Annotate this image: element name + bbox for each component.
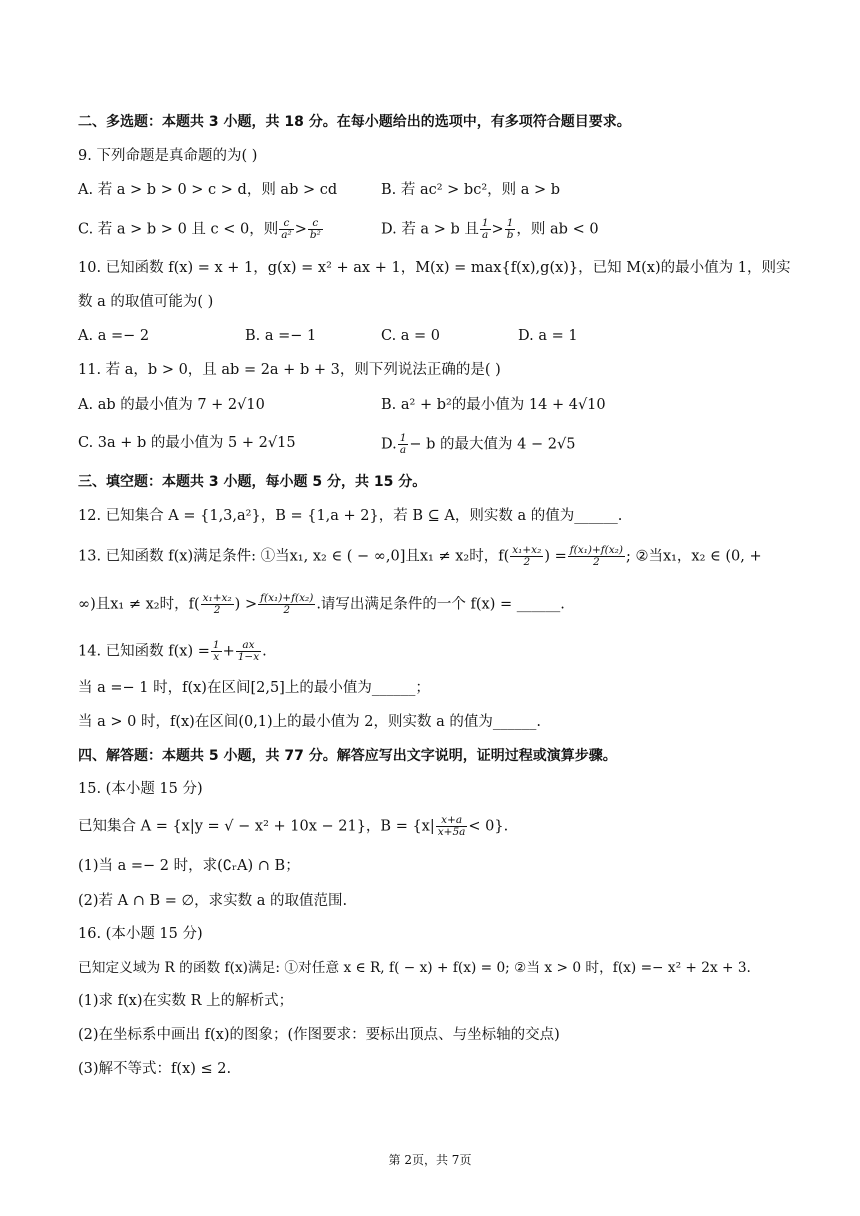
numerator: 1 [399,432,407,444]
question-9-option-d [381,218,599,241]
fraction [258,593,315,616]
question-10-option-a: A. a =− 2 [78,328,150,344]
question-13-line-2-gt: ) > [234,596,258,613]
operator: > [294,221,307,238]
question-15-line-1-text: 已知集合 A = {x|y = √ − x² + 10x − 21}，B = {x| [78,818,435,835]
section-answer-heading: 四、解答题：本题共 5 小题，共 77 分。解答应写出文字说明，证明过程或演算步骤。 [78,748,617,764]
fraction [436,815,468,838]
question-11-stem: 11. 若 a，b > 0，且 ab = 2a + b + 3，则下列说法正确的是( ) [78,362,501,378]
fraction [236,640,261,663]
question-14-line-1 [78,640,267,663]
question-11-option-d-label: D. [381,436,397,453]
fraction [211,640,222,663]
operator: + [222,643,235,660]
question-13-line-1-text: 13. 已知函数 f(x)满足条件: ①当x₁, x₂ ∈ ( − ∞,0]且x₁ ≠ x₂时，f( [78,548,510,565]
fraction [279,218,293,241]
question-13-line-2-tail: .请写出满足条件的一个 f(x) = ______. [316,596,565,613]
question-9-stem: 9. 下列命题是真命题的为( ) [78,148,258,164]
question-11-option-d [381,433,575,456]
fraction [398,433,409,456]
fraction [505,218,516,241]
section-multiple-choice-heading: 二、多选题：本题共 3 小题，共 18 分。在每小题给出的选项中，有多项符合题目要求。 [78,114,631,130]
question-10-option-c: C. a = 0 [381,328,441,344]
numerator: f(x₁)+f(x₂) [569,544,623,556]
question-16-line-1: 已知定义域为 R 的函数 f(x)满足: ①对任意 x ∈ R, f( − x) + f(x) = 0; ②当 x > 0 时，f(x) =− x² + 2x + 3. [78,960,751,976]
question-14-line-2: 当 a =− 1 时，f(x)在区间[2,5]上的最小值为______； [78,680,430,696]
question-10-option-b: B. a =− 1 [245,328,317,344]
numerator: ax [236,640,261,652]
page-footer: 第 2页，共 7页 [388,1153,472,1167]
question-13-line-2-text: ∞)且x₁ ≠ x₂时，f( [78,596,200,613]
question-11-option-c: C. 3a + b 的最小值为 5 + 2√15 [78,435,296,451]
fraction [510,545,543,568]
fraction [480,218,491,241]
numerator: 1 [505,218,516,230]
question-12: 12. 已知集合 A = {1,3,a²}，B = {1,a + 2}，若 B ⊆ A，则实数 a 的值为______. [78,508,623,524]
question-15-part-1: (1)当 a =− 2 时，求(∁ᵣA) ∩ B； [78,858,300,874]
numerator: x+a [436,815,468,827]
denominator: b [506,229,514,241]
question-13-line-1-tail: ; ②当x₁，x₂ ∈ (0, + [625,548,762,565]
numerator: c [279,218,293,230]
denominator: a [399,444,407,456]
question-15-line-1 [78,815,508,838]
question-13-line-2 [78,593,565,616]
denominator: 2 [593,556,600,568]
numerator: x₁+x₂ [512,544,542,556]
question-9-option-b: B. 若 ac² > bc²，则 a > b [381,182,561,198]
question-14-line-1-text: 14. 已知函数 f(x) = [78,643,210,660]
question-16-part-1: (1)求 f(x)在实数 R 上的解析式； [78,993,294,1009]
denominator: 2 [283,604,291,616]
denominator: b² [309,229,321,241]
question-9-option-c-text: C. 若 a > b > 0 且 c < 0，则 [78,221,279,238]
question-13-line-1-eq: ) = [544,548,567,565]
question-9-option-d-text: D. 若 a > b 且 [381,221,479,238]
denominator: x [213,651,220,663]
question-16-title: 16. (本小题 15 分) [78,926,203,942]
question-10-line-1: 10. 已知函数 f(x) = x + 1，g(x) = x² + ax + 1，M(x) = max{f(x),g(x)}，已知 M(x)的最小值为 1，则实 [78,260,791,276]
question-10-line-2: 数 a 的取值可能为( ) [78,294,214,310]
question-11-option-b: B. a² + b²的最小值为 14 + 4√10 [381,397,606,413]
question-16-part-2: (2)在坐标系中画出 f(x)的图象；(作图要求：要标出顶点、与坐标轴的交点) [78,1027,560,1043]
question-11-option-a: A. ab 的最小值为 7 + 2√10 [78,397,265,413]
denominator: a [482,229,489,241]
question-16-part-3: (3)解不等式：f(x) ≤ 2. [78,1061,232,1077]
question-13-line-1 [78,545,762,568]
question-10-option-d: D. a = 1 [518,328,578,344]
question-9-option-a: A. 若 a > b > 0 > c > d，则 ab > cd [78,182,338,198]
fraction [201,593,234,616]
section-fill-blank-heading: 三、填空题：本题共 3 小题，每小题 5 分，共 15 分。 [78,474,427,490]
question-15-part-2: (2)若 A ∩ B = ∅，求实数 a 的取值范围. [78,893,348,909]
question-15-line-1-tail: < 0}. [468,818,509,835]
question-14-line-3: 当 a > 0 时，f(x)在区间(0,1)上的最小值为 2，则实数 a 的值为______. [78,714,541,730]
question-9-option-c [78,218,324,241]
denominator: 2 [213,604,221,616]
numerator: 1 [481,217,489,229]
denominator: x+5a [437,826,466,838]
period: . [262,643,267,660]
fraction [568,545,625,568]
fraction [308,218,323,241]
denominator: 1−x [237,651,260,663]
numerator: f(x₁)+f(x₂) [260,592,314,604]
numerator: x₁+x₂ [202,592,232,604]
denominator: 2 [523,556,531,568]
numerator: 1 [212,639,220,651]
question-15-title: 15. (本小题 15 分) [78,781,203,797]
numerator: c [308,218,323,230]
question-9-option-d-tail: ，则 ab < 0 [516,221,599,238]
operator: > [491,221,504,238]
denominator: a² [281,229,292,241]
question-11-option-d-text: − b 的最大值为 4 − 2√5 [409,436,576,453]
